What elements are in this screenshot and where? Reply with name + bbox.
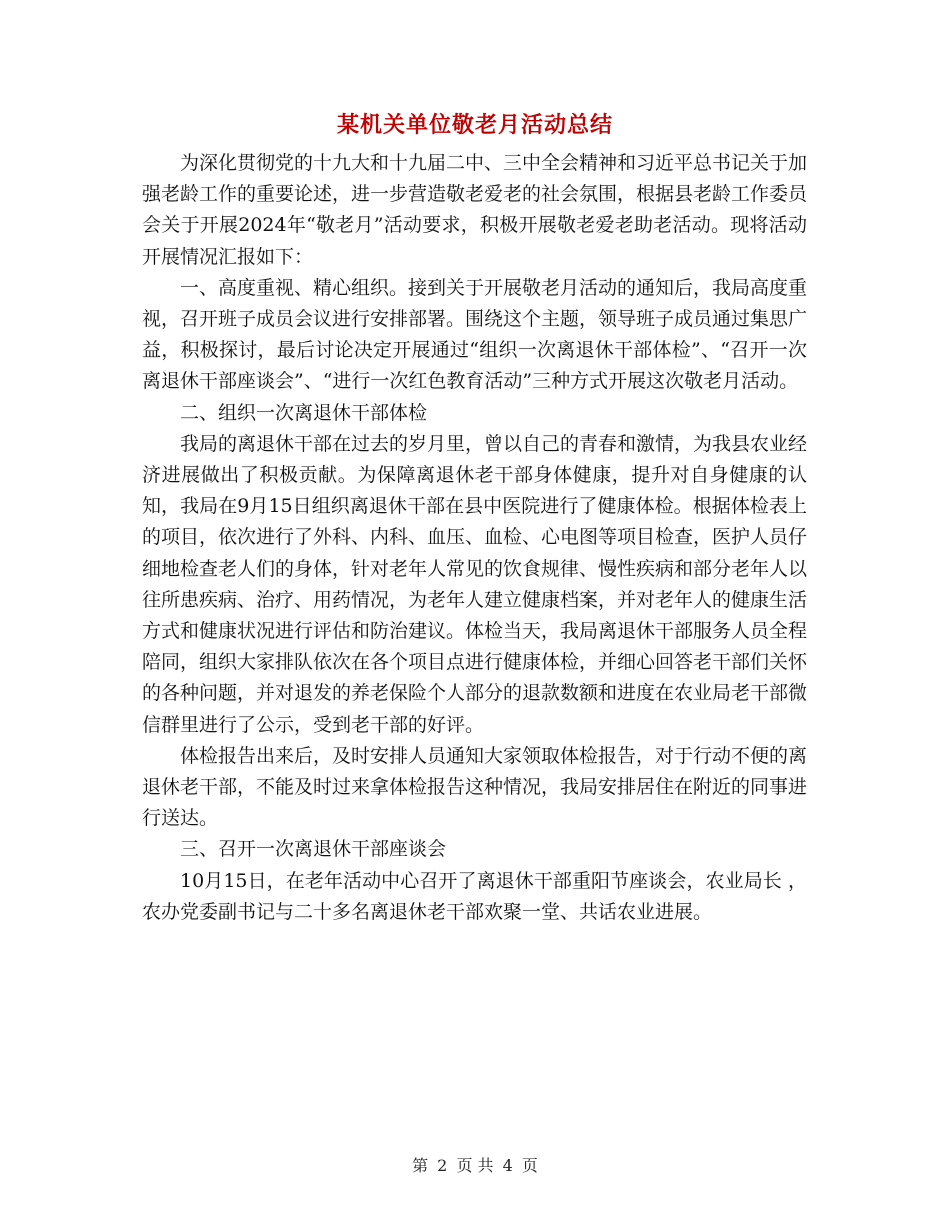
page-footer	[0, 1153, 950, 1176]
document-body	[142, 148, 807, 928]
footer-prefix: 第	[412, 1156, 429, 1175]
footer-mid: 页 共	[456, 1156, 494, 1175]
footer-suffix: 页	[521, 1156, 538, 1175]
document-title: 某机关单位敬老月活动总结	[336, 112, 613, 138]
paragraph-report-delivery: 体检报告出来后，及时安排人员通知大家领取体检报告，对于行动不便的离退休老干部，不能及时过来拿体检报告这种情况，我局安排居住在附近的同事进行送达。	[142, 744, 808, 830]
paragraph-section-1: 一、高度重视、精心组织。接到关于开展敬老月活动的通知后，我局高度重视，召开班子成员会议进行安排部署。围绕这个主题，领导班子成员通过集思广益，积极探讨，最后讨论决定开展通过“组织一次离退休干部体检”、“召开一次离退休干部座谈会”、“进行一次红色教育活动”三种方式开展这次敬老月活动。	[142, 276, 808, 393]
paragraph-health-check: 我局的离退休干部在过去的岁月里，曾以自己的青春和激情，为我县农业经济进展做出了积极贡献。为保障离退休老干部身体健康，提升对自身健康的认知，我局在9月15日组织离退休干部在县中医院进行了健康体检。根据体检表上的项目，依次进行了外科、内科、血压、血检、心电图等项目检查，医护人员仔细地检查老人们的身体，针对老年人常见的饮食规律、慢性疾病和部分老年人以往所患疾病、治疗、用药情况，为老年人建立健康档案，并对老年人的健康生活方式和健康状况进行评估和防治建议。体检当天，我局离退休干部服务人员全程陪同，组织大家排队依次在各个项目点进行健康体检，并细心回答老干部们关怀的各种问题，并对退发的养老保险个人部分的退款数额和进度在农业局老干部微信群里进行了公示，受到老干部的好评。	[142, 432, 808, 736]
paragraph-symposium: 10月15日，在老年活动中心召开了离退休干部重阳节座谈会，农业局长 ，农办党委副书记与二十多名离退休老干部欢聚一堂、共话农业进展。	[142, 869, 807, 923]
heading-section-3: 三、召开一次离退休干部座谈会	[180, 838, 447, 861]
footer-page-number: 2	[437, 1156, 448, 1175]
paragraph-intro: 为深化贯彻党的十九大和十九届二中、三中全会精神和习近平总书记关于加强老龄工作的重要论述，进一步营造敬老爱老的社会氛围，根据县老龄工作委员会关于开展2024年“敬老月”活动要求，积极开展敬老爱老助老活动。现将活动开展情况汇报如下：	[142, 152, 808, 268]
heading-section-2: 二、组织一次离退休干部体检	[180, 401, 428, 424]
footer-page-total: 4	[502, 1156, 513, 1175]
